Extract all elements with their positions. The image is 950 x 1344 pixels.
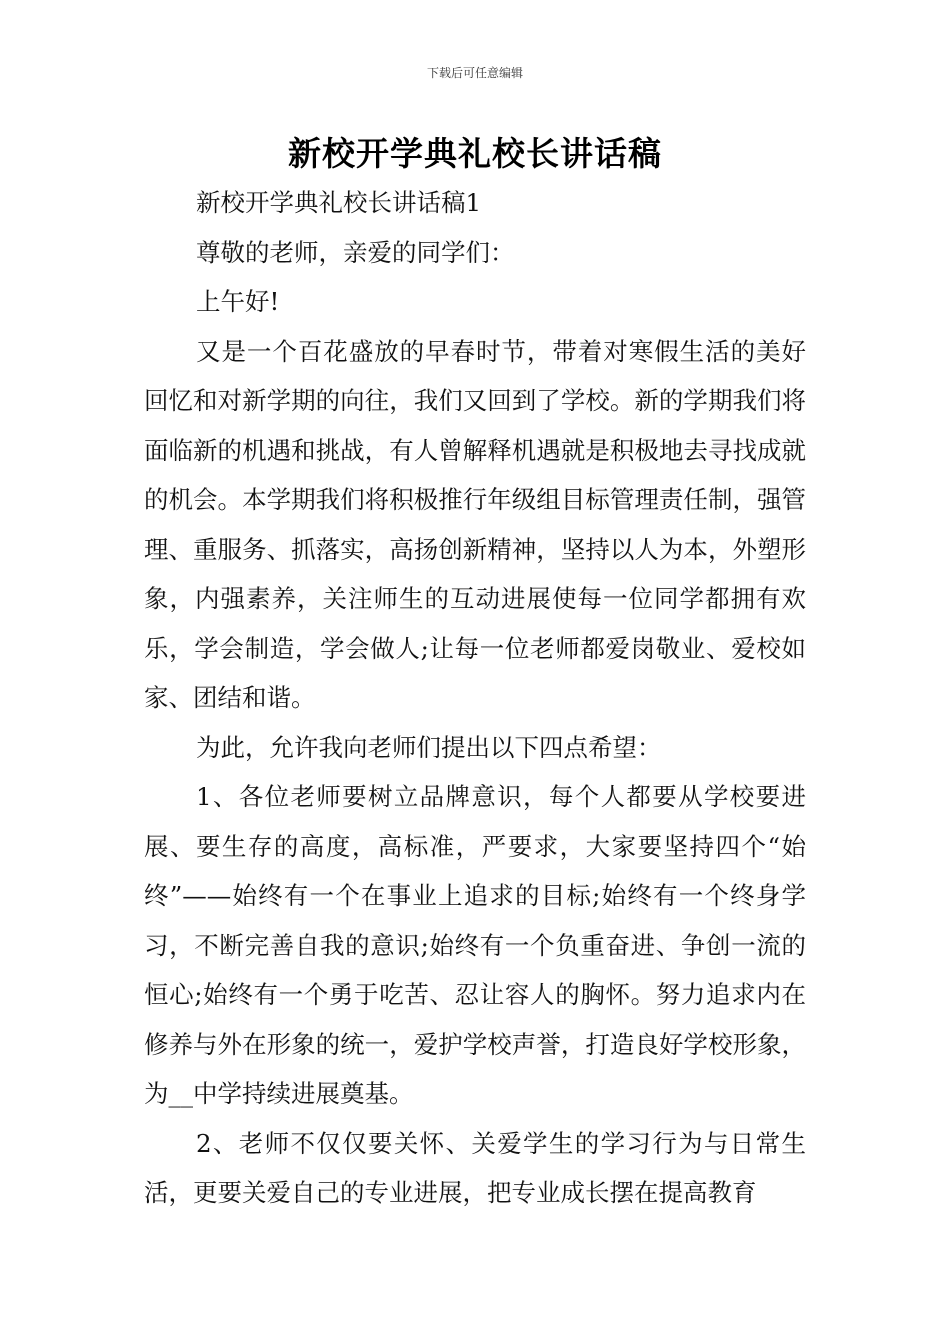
paragraph-hope-2: 2、老师不仅仅要关怀、关爱学生的学习行为与日常生活，更要关爱自己的专业进展，把专业成长摆在提高教育 <box>144 1128 806 1207</box>
paragraph-hope-1: 1、各位老师要树立品牌意识，每个人都要从学校要进展、要生存的高度，高标准，严要求，大家要坚持四个“始终”——始终有一个在事业上追求的目标;始终有一个终身学习，不断完善自我的意识;始终有一个负重奋进、争创一流的恒心;始终有一个勇于吃苦、忍让容人的胸怀。努力追求内在修养与外在形象的统一，爱护学校声誉，打造良好学校形象，为__中学持续进展奠基。 <box>144 782 806 1108</box>
document-title: 新校开学典礼校长讲话稿 <box>288 134 662 173</box>
greeting: 上午好! <box>196 287 280 316</box>
speech-subtitle: 新校开学典礼校长讲话稿1 <box>196 188 482 217</box>
header-note: 下载后可任意编辑 <box>426 66 523 80</box>
document-body <box>144 178 806 1218</box>
salutation: 尊敬的老师，亲爱的同学们： <box>196 237 515 267</box>
paragraph-opening: 又是一个百花盛放的早春时节，带着对寒假生活的美好回忆和对新学期的向往，我们又回到了学校。新的学期我们将面临新的机遇和挑战，有人曾解释机遇就是积极地去寻找成就的机会。本学期我们将积极推行年级组目标管理责任制，强管理、重服务、抓落实，高扬创新精神，坚持以人为本，外塑形象，内强素养，关注师生的互动进展使每一位同学都拥有欢乐，学会制造，学会做人;让每一位老师都爱岗敬业、爱校如家、团结和谐。 <box>144 336 806 712</box>
paragraph-hopes-intro: 为此，允许我向老师们提出以下四点希望： <box>196 732 662 762</box>
